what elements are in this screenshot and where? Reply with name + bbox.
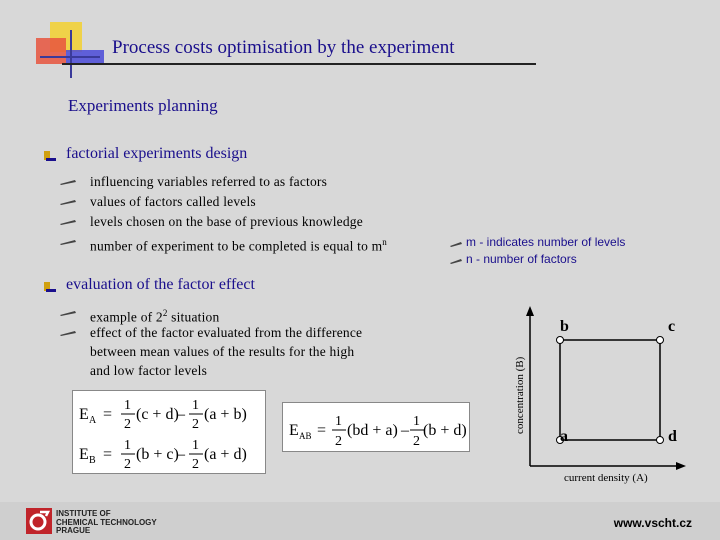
page-subtitle: Experiments planning bbox=[68, 96, 218, 115]
list-item-text: and low factor levels bbox=[90, 363, 208, 378]
list-item-text: levels chosen on the base of previous knowledge bbox=[90, 214, 363, 229]
list-item-text: example of 2 bbox=[90, 309, 163, 325]
list-item-text: effect of the factor evaluated from the difference bbox=[90, 325, 363, 340]
formula-eb-t1: (b + c) bbox=[136, 446, 179, 463]
formula-eab-f1n: 1 bbox=[335, 414, 342, 429]
square-bullet-icon bbox=[44, 282, 54, 292]
formula-eb-sub: B bbox=[89, 455, 96, 466]
factorial-design-diagram bbox=[490, 300, 700, 490]
formula-ea bbox=[79, 398, 247, 432]
formula-ea-t2: (a + b) bbox=[204, 406, 247, 423]
formula-ea-f2n: 1 bbox=[192, 398, 199, 413]
note-text: m - indicates number of levels bbox=[466, 235, 626, 249]
pen-bullet-icon bbox=[60, 199, 76, 205]
formula-eb-f2d: 2 bbox=[192, 457, 199, 472]
page-title: Process costs optimisation by the experiment bbox=[112, 37, 455, 58]
list-item-suffix: situation bbox=[167, 309, 220, 325]
formula-eb-eq: = bbox=[99, 446, 117, 463]
formula-eab-f2d: 2 bbox=[413, 434, 420, 449]
superscript-n: n bbox=[382, 237, 387, 247]
pen-bullet-icon bbox=[60, 219, 76, 225]
corner-d-point bbox=[657, 437, 664, 444]
pen-bullet-icon bbox=[60, 310, 76, 316]
corner-b-label: b bbox=[560, 318, 569, 335]
formula-ea-f1d: 2 bbox=[124, 417, 131, 432]
corner-c-point bbox=[657, 337, 664, 344]
list-item-text: between mean values of the results for the high bbox=[90, 344, 355, 359]
list-item-text: number of experiment to be completed is equal to m bbox=[90, 238, 383, 254]
formula-eab-lhs: E bbox=[289, 422, 299, 439]
square-bullet-icon bbox=[44, 151, 54, 161]
formula-box-ea-eb bbox=[72, 390, 266, 474]
corner-a-label: a bbox=[560, 428, 568, 445]
formula-eb-f1d: 2 bbox=[124, 457, 131, 472]
pen-bullet-icon bbox=[60, 239, 76, 245]
formula-eb-f1n: 1 bbox=[124, 438, 131, 453]
formula-box-eab bbox=[282, 402, 470, 452]
section-heading: factorial experiments design bbox=[66, 145, 248, 162]
institute-name bbox=[56, 510, 157, 536]
formula-ea-sub: A bbox=[89, 415, 97, 426]
formula-eab-t1: (bd + a) bbox=[347, 422, 398, 439]
pen-bullet-icon bbox=[450, 258, 466, 264]
note-text: n - number of factors bbox=[466, 252, 577, 266]
formula-ea-f1n: 1 bbox=[124, 398, 131, 413]
formula-ea-f2d: 2 bbox=[192, 417, 199, 432]
formula-eb bbox=[79, 438, 247, 472]
list-item-text: values of factors called levels bbox=[90, 194, 256, 209]
formula-eb-minus: – bbox=[177, 446, 185, 463]
superscript-2: 2 bbox=[162, 308, 168, 318]
institute-line: PRAGUE bbox=[56, 526, 91, 535]
corner-d-label: d bbox=[668, 428, 677, 445]
x-axis-label: current density (A) bbox=[564, 472, 648, 484]
section-heading: evaluation of the factor effect bbox=[66, 276, 255, 293]
formula-ea-lhs: E bbox=[79, 406, 89, 423]
website-link[interactable]: www.vscht.cz bbox=[613, 516, 692, 530]
formula-ea-eq: = bbox=[99, 406, 117, 423]
pen-bullet-icon bbox=[450, 241, 466, 247]
formula-ea-minus: – bbox=[177, 406, 185, 423]
institute-line: CHEMICAL TECHNOLOGY bbox=[56, 517, 157, 527]
list-item-text: influencing variables referred to as factors bbox=[90, 174, 328, 189]
formula-eab-sub: AB bbox=[299, 431, 312, 441]
corner-b-point bbox=[557, 337, 564, 344]
pen-bullet-icon bbox=[60, 330, 76, 336]
formula-ea-t1: (c + d) bbox=[136, 406, 179, 423]
institute-line: INSTITUTE OF bbox=[56, 509, 111, 518]
design-square bbox=[560, 340, 660, 440]
corner-c-label: c bbox=[668, 318, 676, 335]
formula-eb-f2n: 1 bbox=[192, 438, 199, 453]
formula-eab-eq: = bbox=[313, 422, 331, 439]
formula-eab-f1d: 2 bbox=[335, 434, 342, 449]
formula-eb-t2: (a + d) bbox=[204, 446, 247, 463]
formula-eb-lhs: E bbox=[79, 446, 89, 463]
header-decoration-icon bbox=[36, 22, 106, 77]
pen-bullet-icon bbox=[60, 179, 76, 185]
title-divider bbox=[62, 63, 536, 65]
institute-logo-icon bbox=[26, 508, 52, 534]
formula-eab-t2: (b + d) bbox=[423, 422, 467, 439]
formula-eab-f2n: 1 bbox=[413, 414, 420, 429]
formula-eab-minus: – bbox=[401, 422, 409, 439]
y-axis-label: concentration (B) bbox=[514, 356, 526, 434]
